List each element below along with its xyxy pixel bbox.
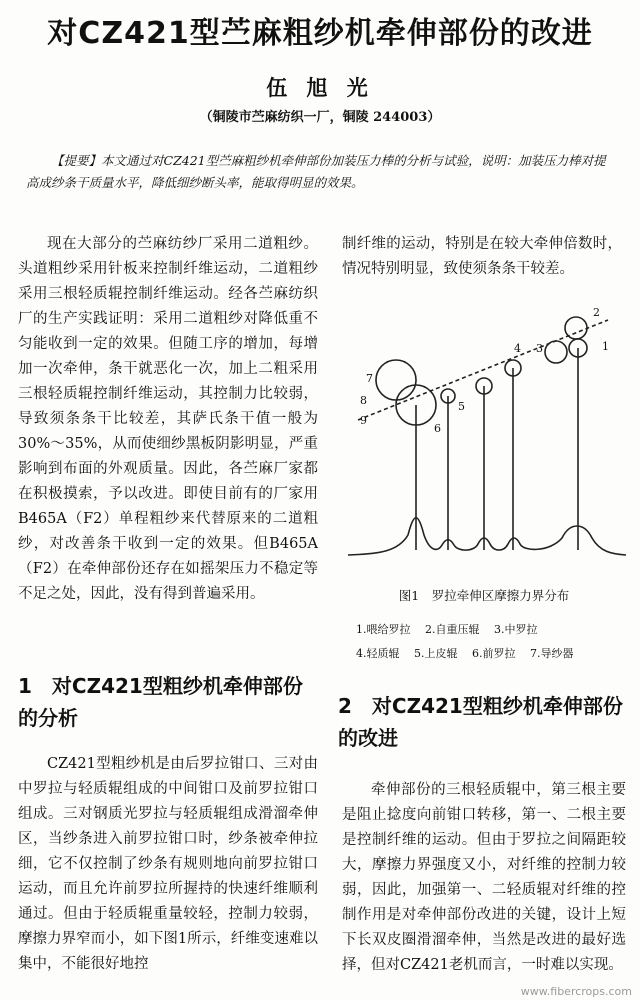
section-heading-1: 1 对CZ421型粗纱机牵伸部份的分析 — [18, 674, 303, 730]
column-right-top — [342, 232, 622, 282]
fig-num: 4 — [514, 342, 521, 355]
fig-num: 5 — [458, 400, 465, 413]
fig-num: 2 — [593, 306, 600, 319]
legend-item: 7.导纱器 — [530, 647, 574, 660]
section-heading-2: 2 对CZ421型粗纱机牵伸部份的改进 — [338, 694, 623, 750]
author-name: 伍 旭 光 — [266, 75, 374, 100]
fig-num: 6 — [434, 422, 441, 435]
figure-legend — [356, 618, 626, 666]
feed-roller — [376, 360, 416, 400]
fig-num: 7 — [366, 372, 373, 385]
author-affiliation: （铜陵市苎麻纺织一厂，铜陵 244003） — [199, 110, 441, 125]
legend-item: 6.前罗拉 — [472, 647, 516, 660]
body-paragraph: 现在大部分的苎麻纺纱厂采用二道粗纱。头道粗纱采用针板来控制纤维运动，二道粗纱采用三根轻质辊控制纤维运动。经各苎麻纺织厂的生产实践证明：采用二道粗纱对降低重不匀能收到一定的效果。但随工序的增加，每增加一次牵伸，条干就恶化一次，加上二粗采用三根轻质辊控制纤维运动，其控制力比较弱，导致须条条干比较差，其萨氏条干值一般为30%～35%，从而使细纱黑板阴影明显，严重影响到布面的外观质量。因此，各苎麻厂家都在积极摸索，予以改进。即使目前有的厂家用B465A（F2）单程粗纱来代替原来的二道粗纱，对改善条干收到一定的效果。但B465A（F2）在牵伸部份还存在如摇架压力不稳定等不足之处，因此，没有得到普遍采用。 — [18, 236, 318, 602]
body-paragraph: 制纤维的运动，特别是在较大牵伸倍数时，情况特别明显，致使须条条干较差。 — [342, 236, 622, 277]
column-left-bottom — [18, 752, 318, 977]
paper-title: 对CZ421型苎麻粗纱机牵伸部份的改进 — [47, 16, 593, 51]
fig-num: 8 — [360, 394, 367, 407]
fig-num: 9 — [360, 414, 367, 427]
fig-num: 3 — [536, 342, 543, 355]
figure-caption: 图1 罗拉牵伸区摩擦力界分布 — [398, 588, 570, 603]
legend-item: 3.中罗拉 — [494, 623, 538, 636]
friction-field-curve — [348, 518, 626, 555]
body-paragraph: CZ421型粗纱机是由后罗拉钳口、三对由中罗拉与轻质辊组成的中间钳口及前罗拉钳口组成。三对钢质光罗拉与轻质辊组成滑溜牵伸区，当纱条进入前罗拉钳口时，纱条被牵伸拉细，它不仅控制了纱条有规则地向前罗拉钳口运动，而且允许前罗拉所握持的快速纤维顺利通过。但由于轻质辊重量较轻，控制力较弱，摩擦力界窄而小，如下图1所示，纤维变速难以集中，不能很好地控 — [18, 756, 318, 972]
fig-num: 1 — [602, 340, 609, 353]
site-watermark: www.fibercrops.com — [520, 985, 632, 998]
figure-1-diagram — [338, 300, 632, 575]
body-paragraph: 牵伸部份的三根轻质辊中，第三根主要是阻止捻度向前钳口转移，第一、二根主要是控制纤维的运动。但由于罗拉之间隔距较大，摩擦力界强度又小，对纤维的控制力较弱，因此，加强第一、二轻质辊对纤维的控制作用是对牵伸部份改进的关键，设计上短下长双皮圈滑溜牵伸，当然是改进的最好选择，但对CZ421老机而言，一时难以实现。 — [342, 782, 626, 973]
abstract: 【提要】本文通过对CZ421型苎麻粗纱机牵伸部份加装压力棒的分析与试验，说明：加装压力棒对提高成纱条干质量水平，降低细纱断头率，能取得明显的效果。 — [26, 153, 606, 190]
legend-item: 1.喂给罗拉 — [356, 623, 411, 636]
legend-item: 5.上皮辊 — [414, 647, 458, 660]
legend-item: 2.自重压辊 — [425, 623, 480, 636]
column-left-top — [18, 232, 318, 607]
column-right-bottom — [342, 778, 626, 978]
legend-item: 4.轻质辊 — [356, 647, 400, 660]
